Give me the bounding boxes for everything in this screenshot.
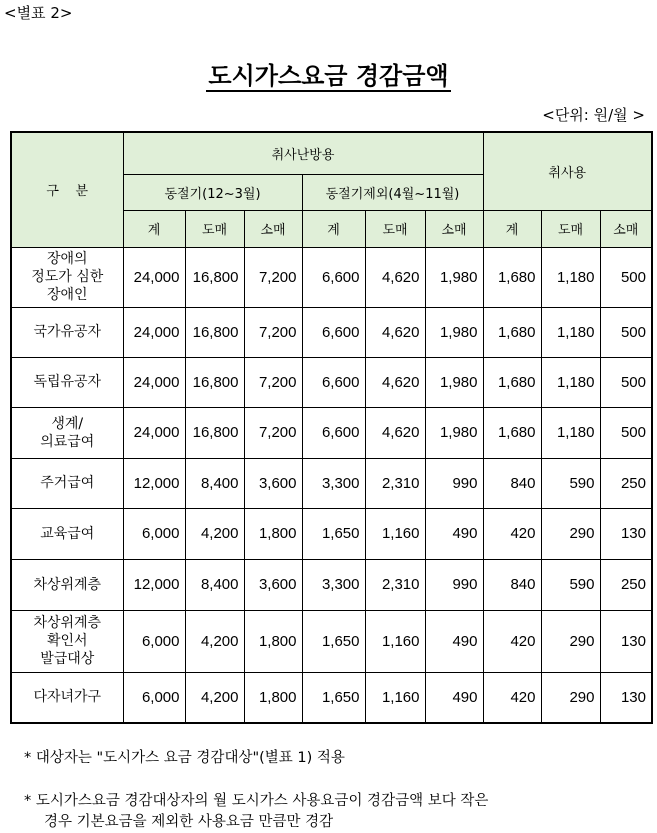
table-row [11, 458, 652, 508]
table-cell: 840 [483, 458, 541, 508]
row-category: 독립유공자 [11, 357, 123, 407]
table-cell: 1,180 [541, 357, 600, 407]
header-nonwinter: 동절기제외(4월~11월) [302, 174, 483, 210]
table-cell: 1,800 [244, 672, 302, 723]
table-row [11, 508, 652, 559]
subheader-cell: 도매 [365, 210, 425, 247]
table-cell: 130 [600, 672, 652, 723]
table-cell: 6,000 [123, 610, 185, 672]
table-row [11, 559, 652, 610]
appendix-label: <별표 2> [4, 4, 73, 22]
table-row [11, 357, 652, 407]
note-2-line-1: * 도시가스요금 경감대상자의 월 도시가스 사용요금이 경감금액 보다 작은 [24, 793, 489, 809]
table-cell: 6,600 [302, 407, 365, 458]
subheader-cell: 계 [483, 210, 541, 247]
table-row [11, 672, 652, 723]
table-cell: 16,800 [185, 407, 244, 458]
subheader-cell: 도매 [541, 210, 600, 247]
table-cell: 1,680 [483, 357, 541, 407]
table-cell: 590 [541, 458, 600, 508]
table-cell: 3,600 [244, 458, 302, 508]
table-cell: 420 [483, 610, 541, 672]
row-category: 장애의 정도가 심한 장애인 [11, 247, 123, 307]
table-cell: 840 [483, 559, 541, 610]
table-cell: 1,680 [483, 247, 541, 307]
page-title: 도시가스요금 경감금액 [208, 62, 449, 90]
table-cell: 16,800 [185, 247, 244, 307]
table-cell: 24,000 [123, 307, 185, 357]
table-cell: 1,980 [425, 307, 483, 357]
table-row [11, 307, 652, 357]
table-cell: 590 [541, 559, 600, 610]
row-category: 차상위계층 [11, 559, 123, 610]
table-cell: 420 [483, 508, 541, 559]
table-cell: 1,800 [244, 610, 302, 672]
subheader-cell: 소매 [600, 210, 652, 247]
table-cell: 490 [425, 508, 483, 559]
table-cell: 990 [425, 458, 483, 508]
table-cell: 6,000 [123, 508, 185, 559]
table-cell: 1,800 [244, 508, 302, 559]
row-category: 국가유공자 [11, 307, 123, 357]
row-category: 생계/ 의료급여 [11, 407, 123, 458]
table-cell: 4,200 [185, 672, 244, 723]
table-cell: 130 [600, 508, 652, 559]
note-2-line-2: 경우 기본요금을 제외한 사용요금 만큼만 경감 [44, 814, 334, 830]
table-cell: 6,600 [302, 247, 365, 307]
table-cell: 24,000 [123, 407, 185, 458]
table-cell: 1,980 [425, 357, 483, 407]
table-cell: 250 [600, 458, 652, 508]
table-cell: 130 [600, 610, 652, 672]
table-cell: 290 [541, 672, 600, 723]
table-cell: 2,310 [365, 559, 425, 610]
table-row [11, 610, 652, 672]
table-cell: 24,000 [123, 247, 185, 307]
table-cell: 6,000 [123, 672, 185, 723]
table-cell: 500 [600, 357, 652, 407]
table-cell: 1,680 [483, 307, 541, 357]
table-cell: 7,200 [244, 407, 302, 458]
table-cell: 1,680 [483, 407, 541, 458]
table-cell: 490 [425, 672, 483, 723]
table-cell: 1,180 [541, 407, 600, 458]
fee-table [10, 131, 653, 724]
subheader-cell: 도매 [185, 210, 244, 247]
header-winter: 동절기(12~3월) [123, 174, 302, 210]
subheader-cell: 소매 [425, 210, 483, 247]
table-cell: 490 [425, 610, 483, 672]
table-cell: 16,800 [185, 307, 244, 357]
row-category: 차상위계층 확인서 발급대상 [11, 610, 123, 672]
subheader-cell: 계 [123, 210, 185, 247]
table-cell: 1,180 [541, 307, 600, 357]
table-cell: 250 [600, 559, 652, 610]
table-row [11, 247, 652, 307]
table-cell: 3,300 [302, 559, 365, 610]
table-cell: 1,650 [302, 508, 365, 559]
subheader-cell: 소매 [244, 210, 302, 247]
unit-label: <단위: 원/월 > [542, 106, 645, 124]
table-cell: 1,160 [365, 610, 425, 672]
table-cell: 4,620 [365, 357, 425, 407]
table-cell: 500 [600, 407, 652, 458]
table-cell: 1,160 [365, 672, 425, 723]
table-cell: 1,980 [425, 247, 483, 307]
table-cell: 12,000 [123, 458, 185, 508]
table-cell: 500 [600, 307, 652, 357]
table-cell: 4,620 [365, 307, 425, 357]
table-cell: 8,400 [185, 458, 244, 508]
row-category: 교육급여 [11, 508, 123, 559]
table-cell: 290 [541, 508, 600, 559]
table-cell: 990 [425, 559, 483, 610]
table-cell: 1,650 [302, 672, 365, 723]
table-row [11, 407, 652, 458]
table-cell: 420 [483, 672, 541, 723]
table-cell: 8,400 [185, 559, 244, 610]
header-cooking-heating: 취사난방용 [123, 132, 483, 174]
table-cell: 4,620 [365, 407, 425, 458]
table-cell: 12,000 [123, 559, 185, 610]
row-category: 주거급여 [11, 458, 123, 508]
subheader-cell: 계 [302, 210, 365, 247]
table-cell: 16,800 [185, 357, 244, 407]
table-cell: 3,300 [302, 458, 365, 508]
table-cell: 1,180 [541, 247, 600, 307]
row-category: 다자녀가구 [11, 672, 123, 723]
header-category: 구 분 [11, 132, 123, 247]
table-cell: 6,600 [302, 357, 365, 407]
table-cell: 24,000 [123, 357, 185, 407]
table-cell: 4,620 [365, 247, 425, 307]
table-cell: 3,600 [244, 559, 302, 610]
table-cell: 4,200 [185, 610, 244, 672]
table-cell: 290 [541, 610, 600, 672]
header-cooking-only: 취사용 [483, 132, 652, 210]
note-2 [24, 791, 654, 833]
table-cell: 4,200 [185, 508, 244, 559]
table-cell: 1,650 [302, 610, 365, 672]
table-cell: 1,980 [425, 407, 483, 458]
table-cell: 7,200 [244, 247, 302, 307]
table-cell: 7,200 [244, 357, 302, 407]
table-cell: 6,600 [302, 307, 365, 357]
table-cell: 500 [600, 247, 652, 307]
note-1: * 대상자는 "도시가스 요금 경감대상"(별표 1) 적용 [24, 750, 345, 766]
table-cell: 1,160 [365, 508, 425, 559]
table-cell: 7,200 [244, 307, 302, 357]
table-cell: 2,310 [365, 458, 425, 508]
